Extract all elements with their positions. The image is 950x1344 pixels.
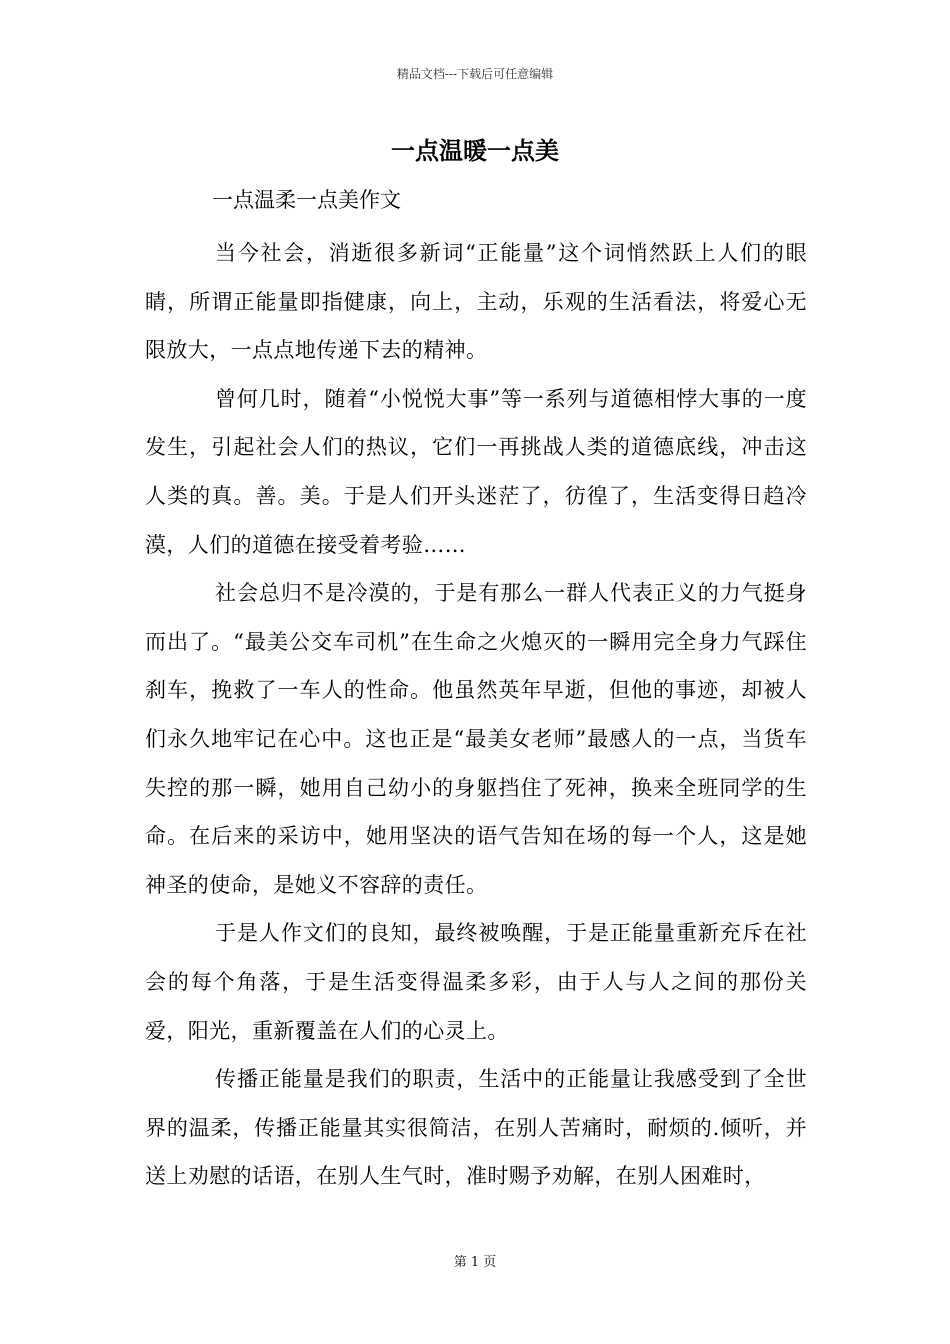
page-number: 第 1 页 <box>453 1255 497 1270</box>
document-title: 一点温暖一点美 <box>391 136 559 165</box>
document-body <box>145 229 807 1201</box>
paragraph: 于是人作文们的良知，最终被唤醒，于是正能量重新充斥在社会的每个角落，于是生活变得温柔多彩，由于人与人之间的那份关爱，阳光，重新覆盖在人们的心灵上。 <box>145 921 807 1043</box>
paragraph: 当今社会，消逝很多新词“正能量”这个词悄然跃上人们的眼睛，所谓正能量即指健康，向上，主动，乐观的生活看法，将爱心无限放大，一点点地传递下去的精神。 <box>145 241 807 363</box>
paragraph: 传播正能量是我们的职责，生活中的正能量让我感受到了全世界的温柔，传播正能量其实很简洁，在别人苦痛时，耐烦的.倾听，并送上劝慰的话语，在别人生气时，准时赐予劝解，在别人困难时， <box>145 1067 807 1189</box>
page-header-note: 精品文档---下载后可任意编辑 <box>396 67 554 81</box>
paragraph: 社会总归不是冷漠的，于是有那么一群人代表正义的力气挺身而出了。“最美公交车司机”在生命之火熄灭的一瞬用完全身力气踩住刹车，挽救了一车人的性命。他虽然英年早逝，但他的事迹，却被人们永久地牢记在心中。这也正是“最美女老师”最感人的一点，当货车失控的那一瞬，她用自己幼小的身躯挡住了死神，换来全班同学的生命。在后来的采访中，她用坚决的语气告知在场的每一个人，这是她神圣的使命，是她义不容辞的责任。 <box>145 581 807 897</box>
document-subtitle: 一点温柔一点美作文 <box>212 188 401 212</box>
paragraph: 曾何几时，随着“小悦悦大事”等一系列与道德相悖大事的一度发生，引起社会人们的热议，它们一再挑战人类的道德底线，冲击这人类的真。善。美。于是人们开头迷茫了，彷徨了，生活变得日趋冷漠，人们的道德在接受着考验…… <box>145 386 807 557</box>
